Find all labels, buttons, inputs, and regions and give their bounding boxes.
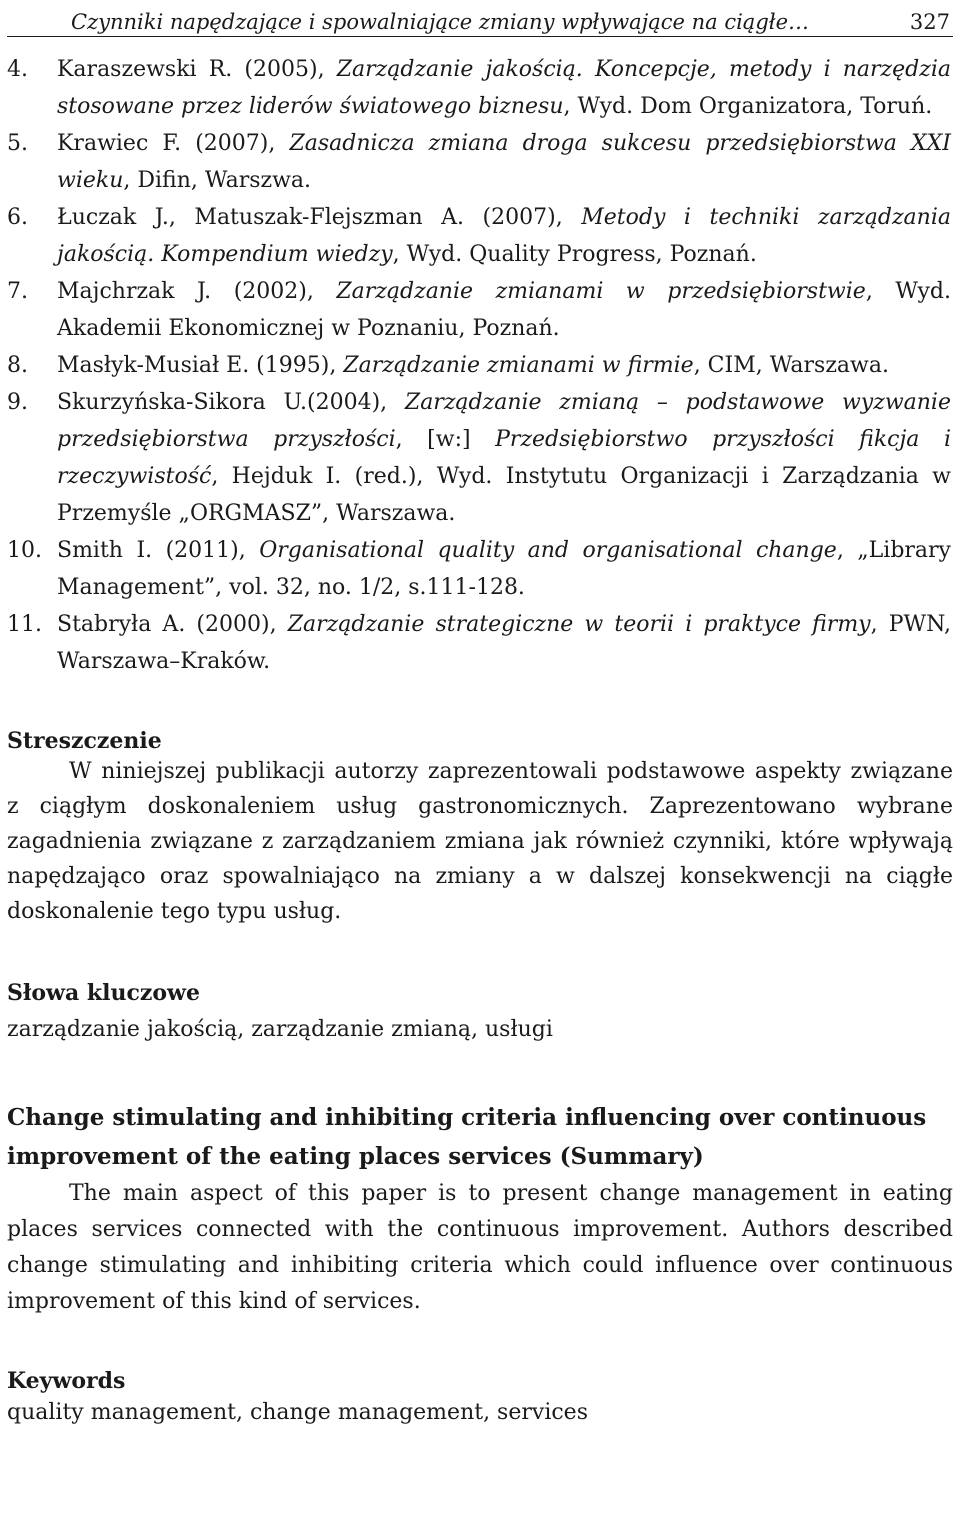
summary-en-text: The main aspect of this paper is to present change management in eating places services connected with the continuous improvement. Authors described change stimulating and inhibiting criteria which could influence over continuous improvement of this kind of services. xyxy=(7,1181,953,1314)
reference-segment: , [w:] xyxy=(395,427,496,452)
reference-number: 10. xyxy=(7,538,42,563)
reference-segment: , Difin, Warszwa. xyxy=(123,168,312,193)
reference-text xyxy=(57,347,953,384)
reference-text xyxy=(57,384,953,532)
reference-item xyxy=(7,125,953,199)
reference-text xyxy=(57,199,953,273)
reference-segment: Skurzyńska-Sikora U.(2004), xyxy=(57,390,405,415)
keywords-en-section xyxy=(7,1368,953,1431)
reference-number: 8. xyxy=(7,353,28,378)
reference-segment: , PWN, Warszawa–Kraków. xyxy=(57,612,951,674)
reference-segment: , Wyd. Dom Organizatora, Toruń. xyxy=(563,94,933,119)
running-head-title: Czynniki napędzające i spowalniające zmiany wpływające na ciągłe… xyxy=(71,10,809,34)
keywords-pl-text: zarządzanie jakością, zarządzanie zmianą, usługi xyxy=(7,1017,553,1042)
reference-segment: , „Library Management”, vol. 32, no. 1/2, s.111-128. xyxy=(57,538,951,600)
reference-item xyxy=(7,347,953,384)
keywords-pl-section xyxy=(7,975,953,1048)
reference-title: Metody i techniki zarządzania jakością. Kompendium wiedzy xyxy=(57,205,951,267)
reference-title: Organisational quality and organisational change xyxy=(259,538,837,563)
reference-text xyxy=(57,51,953,125)
reference-text xyxy=(57,606,953,680)
reference-segment: Krawiec F. (2007), xyxy=(57,131,290,156)
reference-title: Zarządzanie strategiczne w teorii i praktyce firmy xyxy=(287,612,871,637)
reference-title: Zarządzanie zmianami w firmie xyxy=(343,353,694,378)
page-number: 327 xyxy=(909,10,950,34)
reference-item xyxy=(7,199,953,273)
abstract-pl-heading: Streszczenie xyxy=(7,728,162,754)
reference-text xyxy=(57,273,953,347)
keywords-en-text: quality management, change management, services xyxy=(7,1400,588,1425)
reference-segment: , Wyd. Akademii Ekonomicznej w Poznaniu, Poznań. xyxy=(57,279,951,341)
reference-title: Zarządzanie zmianą – podstawowe wyzwanie przedsiębiorstwa przyszłości xyxy=(57,390,951,452)
reference-title: Zarządzanie jakością. Koncepcje, metody i narzędzia stosowane przez liderów światowego biznesu xyxy=(57,57,951,119)
reference-list xyxy=(7,51,953,680)
reference-segment: , Hejduk I. (red.), Wyd. Instytutu Organizacji i Zarządzania w Przemyśle „ORGMASZ”, Warszawa. xyxy=(57,464,951,526)
reference-text xyxy=(57,532,953,606)
keywords-en-heading: Keywords xyxy=(7,1368,126,1394)
reference-segment: , CIM, Warszawa. xyxy=(693,353,889,378)
reference-title: Zarządzanie zmianami w przedsiębiorstwie xyxy=(336,279,866,304)
reference-segment: Masłyk-Musiał E. (1995), xyxy=(57,353,344,378)
abstract-pl-text: W niniejszej publikacji autorzy zaprezentowali podstawowe aspekty związane z ciągłym doskonaleniem usług gastronomicznych. Zaprezentowano wybrane zagadnienia związane z zarządzaniem zmiana jak również czynniki, które wpływają napędzająco oraz spowalniająco na zmiany a w dalszej konsekwencji na ciągłe doskonalenie tego typu usług. xyxy=(7,759,953,924)
reference-number: 7. xyxy=(7,279,28,304)
running-head xyxy=(7,0,953,37)
reference-segment: Stabryła A. (2000), xyxy=(57,612,288,637)
reference-title: Przedsiębiorstwo przyszłości fikcja i rzeczywistość xyxy=(57,427,951,489)
reference-title: Zasadnicza zmiana droga sukcesu przedsiębiorstwa XXI wieku xyxy=(57,131,951,193)
reference-item xyxy=(7,384,953,532)
reference-segment: Smith I. (2011), xyxy=(57,538,260,563)
reference-item xyxy=(7,532,953,606)
reference-number: 5. xyxy=(7,131,28,156)
reference-number: 11. xyxy=(7,612,42,637)
reference-item xyxy=(7,273,953,347)
reference-segment: Majchrzak J. (2002), xyxy=(57,279,337,304)
reference-segment: Łuczak J., Matuszak-Flejszman A. (2007), xyxy=(57,205,582,230)
reference-number: 9. xyxy=(7,390,28,415)
reference-segment: , Wyd. Quality Progress, Poznań. xyxy=(392,242,757,267)
abstract-pl-section xyxy=(7,728,953,929)
reference-item xyxy=(7,51,953,125)
reference-number: 6. xyxy=(7,205,28,230)
reference-item xyxy=(7,606,953,680)
reference-text xyxy=(57,125,953,199)
summary-en-title: Change stimulating and inhibiting criteria influencing over continuous improvement of the eating places services (Summary) xyxy=(7,1104,927,1170)
reference-segment: Karaszewski R. (2005), xyxy=(57,57,337,82)
keywords-pl-heading: Słowa kluczowe xyxy=(7,980,200,1006)
reference-number: 4. xyxy=(7,57,28,82)
